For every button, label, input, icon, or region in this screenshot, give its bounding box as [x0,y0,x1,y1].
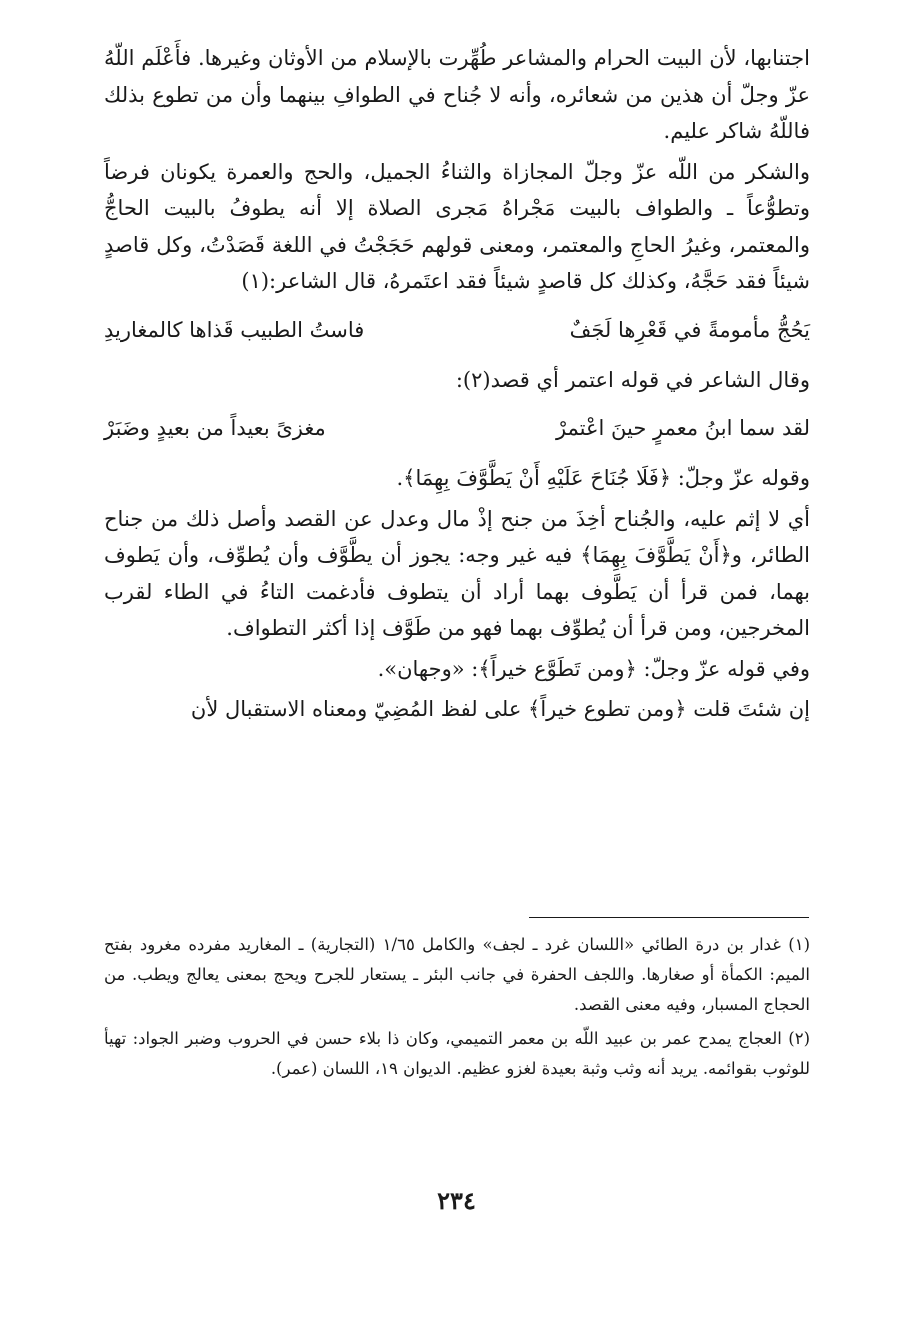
verse-2-first-hemistich: لقد سما ابنُ معمرٍ حينَ اعْتمرْ [555,416,810,440]
verse-2 [104,408,810,448]
footnote-2: (٢) العجاج يمدح عمر بن عبيد اللّه بن معمر التميمي، وكان ذا بلاء حسن في الحروب وضبر الجواد: تهيأ للوثوب بقوائمه. يريد أنه وثب وثبة بعيدة لغزو عظيم. الديوان ١٩، اللسان (عمر). [104,1029,810,1078]
page-number: ٢٣٤ [437,1186,476,1215]
footnote-divider [529,917,809,918]
verse-2-second-hemistich: مغزىً بعيداً من بعيدٍ وضَبَرْ [104,416,326,440]
paragraph-5: أي لا إثم عليه، والجُناح أخِذَ من جنح إذْ مال وعدل عن القصد وأصل ذلك من جناح الطائر، و﴿أَنْ يَطَّوَّفَ بِهِمَا﴾ فيه غير وجه: يجوز أن يطَّوَّف وأن يُطوِّف، وأن يَطوف بهما، فمن قرأ أن يَطَّوف بهما أراد أن يتطوف فأدغمت التاءُ في الطاء لقرب المخرجين، ومن قرأ أن يُطوِّف بهما فهو من طَوَّف إذا أكثر التطواف. [104,506,810,640]
footnotes [104,930,810,1084]
paragraph-3: وقال الشاعر في قوله اعتمر أي قصد(٢): [455,367,810,392]
paragraph-6: وفي قوله عزّ وجلّ: ﴿ومن تَطَوَّع خيراً﴾: «وجهان». [377,656,810,681]
paragraph-4: وقوله عزّ وجلّ: ﴿فَلَا جُنَاحَ عَلَيْهِ أَنْ يَطَّوَّفَ بِهِمَا﴾. [396,466,810,490]
verse-1 [104,310,810,350]
paragraph-2: والشكر من اللّه عزّ وجلّ المجازاة والثناءُ الجميل، والحج والعمرة يكونان فرضاً وتطوُّعاً ـ والطواف بالبيت مَجْراهُ مَجرى الصلاة إلا أنه يطوفُ بالبيت الحاجُّ والمعتمر، وغيرُ الحاجِ والمعتمر، ومعنى قولهم حَجَجْتُ في اللغة قَصَدْتُ، وكل قاصدٍ شيئاً فقد حَجَّهُ، وكذلك كل قاصدٍ شيئاً فقد اعتَمرهُ، قال الشاعر:(١) [104,159,810,293]
footnote-1: (١) غدار بن درة الطائي «اللسان غرد ـ لجف» والكامل ١/٦٥ (التجارية) ـ المغاريد مفرده مغرود بفتح الميم: الكمأة أو صغارها. واللجف الحفرة في جانب البئر ـ يستعار للجرح ويحج بمعنى يعالج ويطب. من الحجاج المسبار، وفيه معنى القصد. [104,935,810,1014]
main-text [104,40,810,728]
paragraph-1: اجتنابها، لأن البيت الحرام والمشاعر طُهِّرت بالإسلام من الأوثان وغيرها. فأَعْلَم اللّهُ عزّ وجلّ أن هذين من شعائره، وأنه لا جُناح في الطوافِ بينهما وأن من تطوع بذلك فاللّهُ شاكر عليم. [104,46,811,143]
verse-1-first-hemistich: يَحُجُّ مأمومةً في قَعْرِها لَجَفٌ [569,317,810,342]
paragraph-7: إن شئتَ قلت ﴿ومن تطوع خيراً﴾ على لفظ المُضِيّ ومعناه الاستقبال لأن [190,697,810,721]
verse-1-second-hemistich: فاستُ الطبيب قَذاها كالمغاريدِ [104,317,365,342]
